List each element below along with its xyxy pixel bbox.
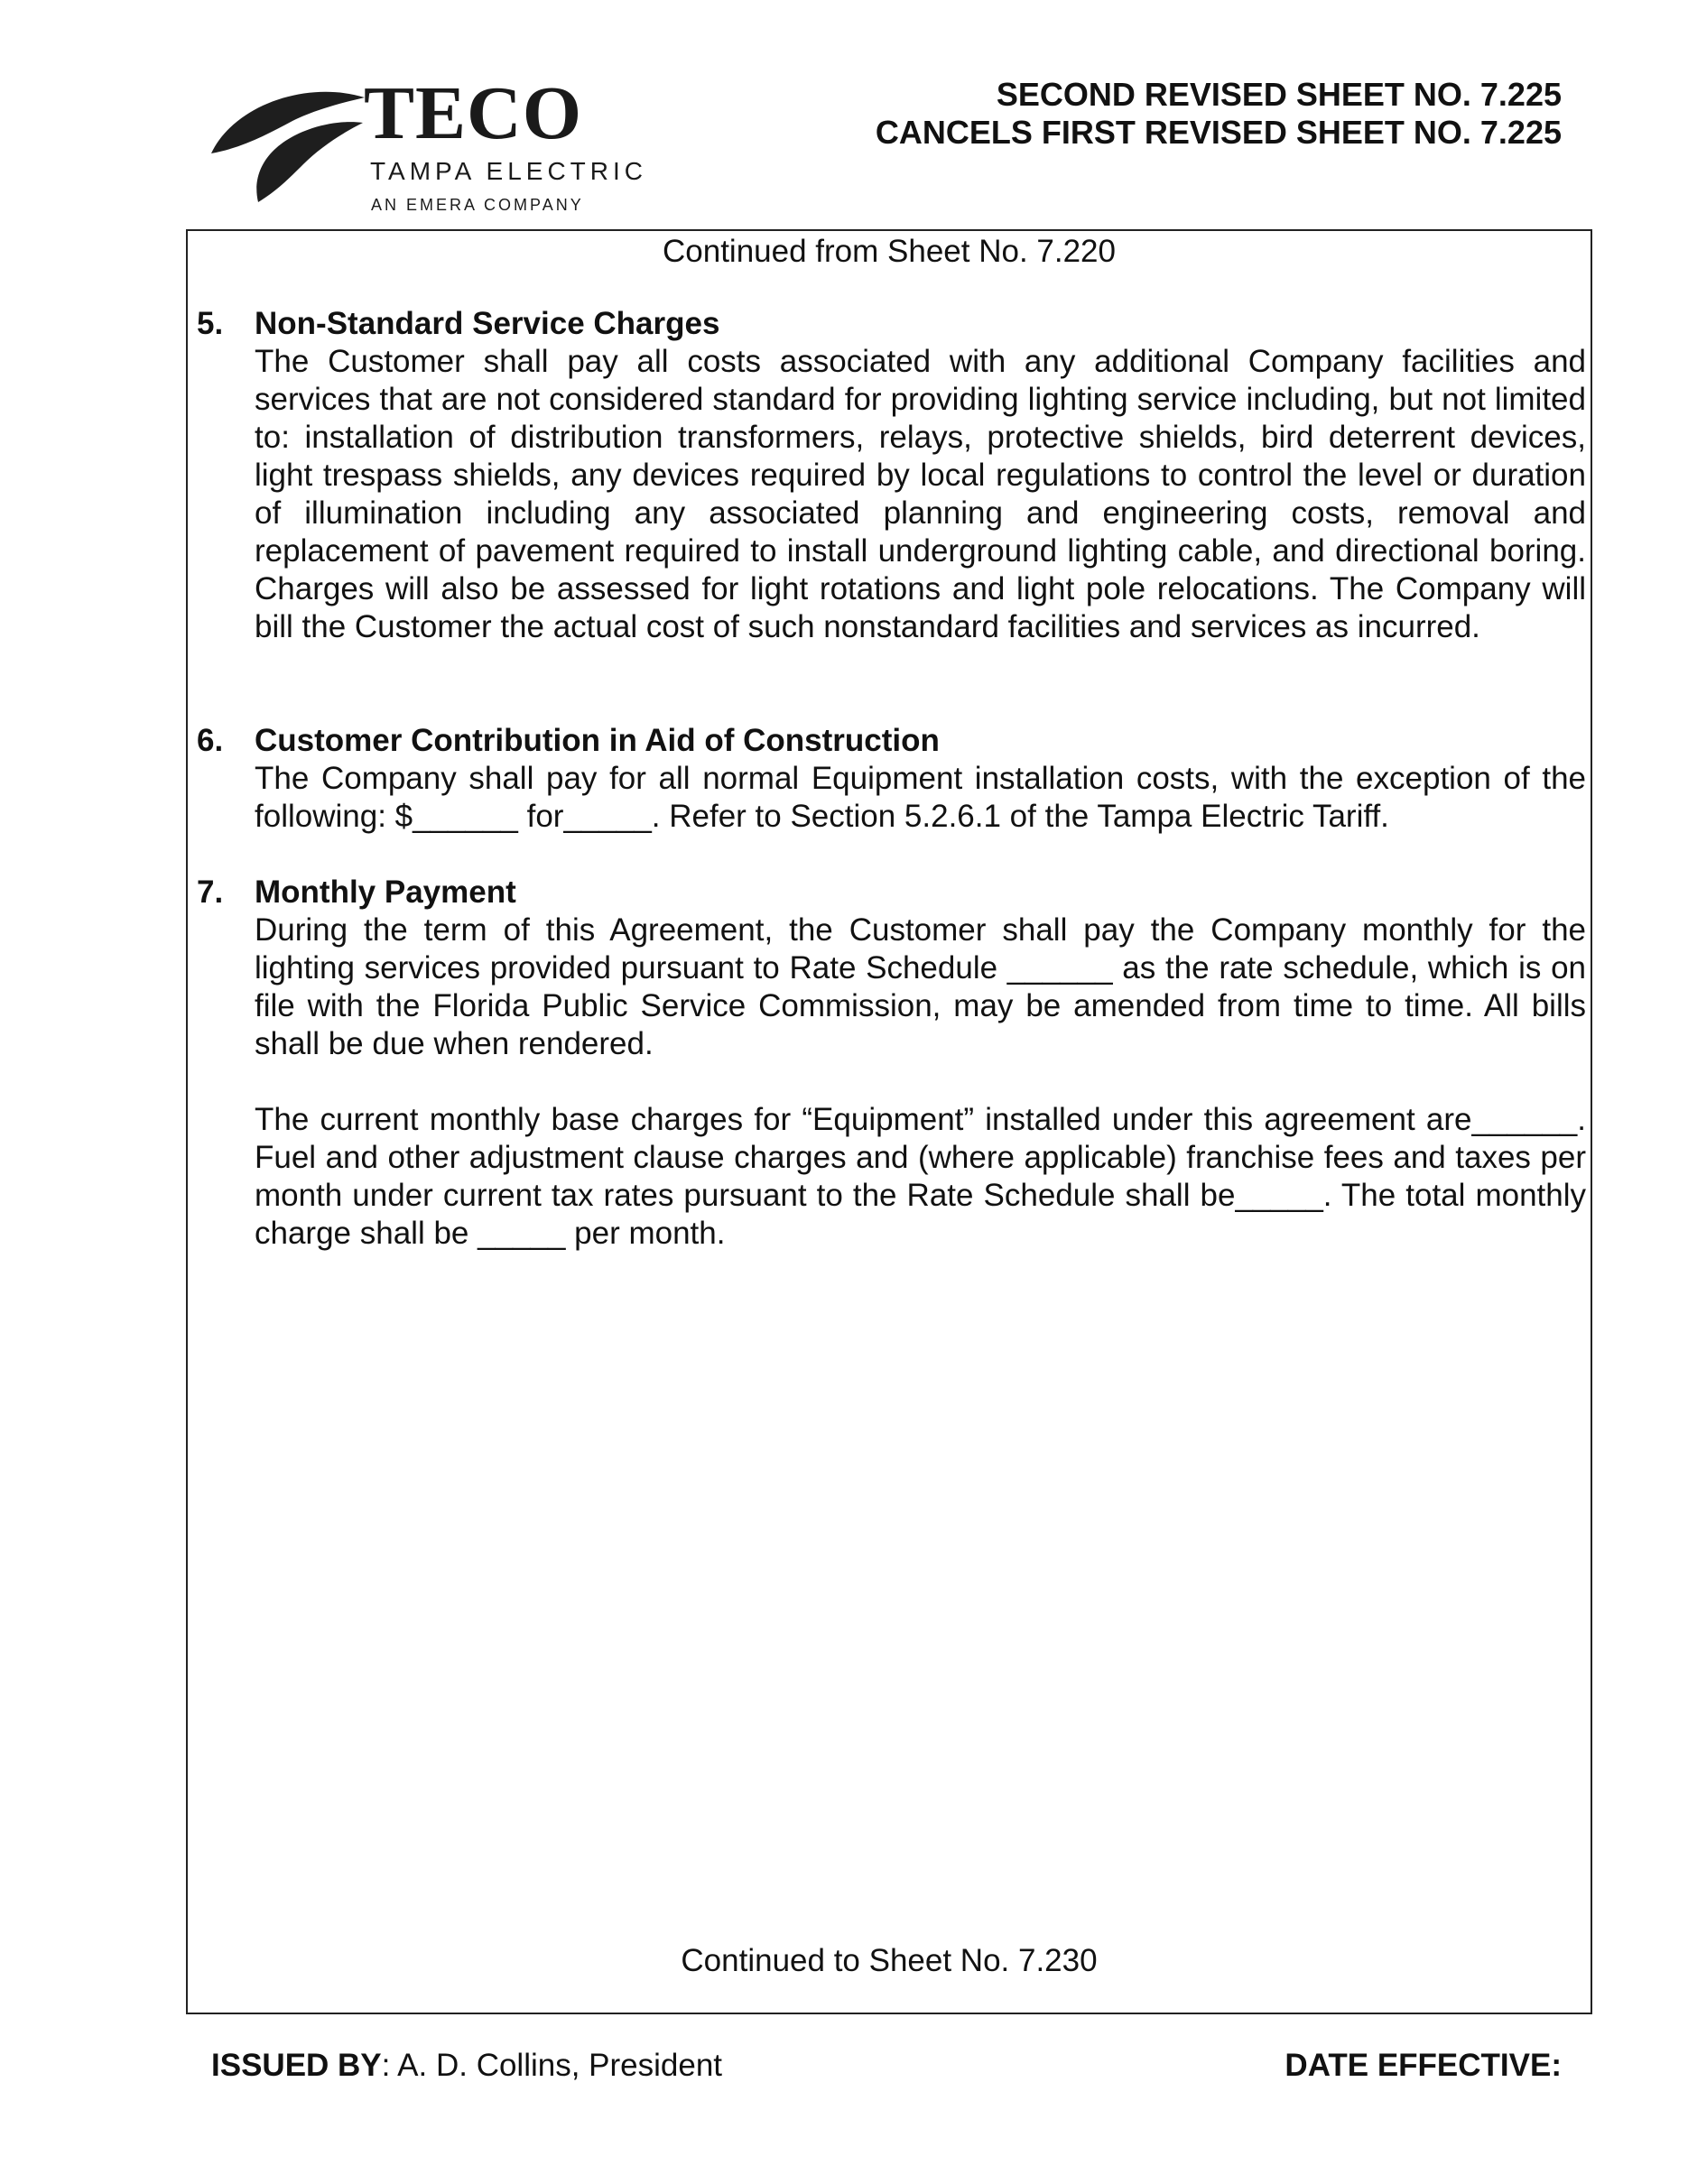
section-title: Monthly Payment xyxy=(255,875,516,910)
logo-subtitle: TAMPA ELECTRIC xyxy=(370,157,648,185)
logo-tagline: AN EMERA COMPANY xyxy=(371,196,584,214)
teco-swoosh-icon xyxy=(206,70,368,206)
section-title: Non-Standard Service Charges xyxy=(255,306,720,341)
continued-to-note: Continued to Sheet No. 7.230 xyxy=(681,1943,1098,1978)
date-effective-label: DATE EFFECTIVE: xyxy=(1285,2048,1562,2083)
logo-wordmark: TECO xyxy=(364,71,583,155)
continued-from-note: Continued from Sheet No. 7.220 xyxy=(663,234,1116,269)
tariff-content-box xyxy=(186,229,1592,2014)
section-paragraph: The current monthly base charges for “Equipment” installed under this agreement are______. Fuel and other adjustment clause charges and (where applicable) franchise fees and taxes per month under current tax rates pursuant to the Rate Schedule shall be_____. The total monthly charge shall be _____ per month. xyxy=(255,1102,1586,1251)
section-6 xyxy=(197,722,1586,836)
issued-by-label: ISSUED BY xyxy=(211,2048,382,2083)
company-logo xyxy=(206,70,693,214)
issued-by xyxy=(211,2047,722,2085)
sheet-header xyxy=(876,76,1562,152)
section-number: 6. xyxy=(197,723,224,758)
section-5 xyxy=(197,305,1586,646)
section-7 xyxy=(197,874,1586,1253)
section-paragraph: The Customer shall pay all costs associated with any additional Company facilities and services that are not considered standard for providing lighting service including, but not limited to: installation of distribution transformers, relays, protective shields, bird deterrent devices, light trespass shields, any devices required by local regulations to control the level or duration of illumination including any associated planning and engineering costs, removal and replacement of pavement required to install underground lighting cable, and directional boring. Charges will also be assessed for light rotations and light pole relocations. The Company will bill the Customer the actual cost of such nonstandard facilities and services as incurred. xyxy=(255,344,1586,644)
issued-by-value: : A. D. Collins, President xyxy=(381,2048,723,2083)
section-paragraph: The Company shall pay for all normal Equipment installation costs, with the exception of the following: $______ for_____. Refer to Section 5.2.6.1 of the Tampa Electric Tariff. xyxy=(255,761,1586,834)
section-title: Customer Contribution in Aid of Construction xyxy=(255,723,940,758)
cancels-sheet-number: CANCELS FIRST REVISED SHEET NO. 7.225 xyxy=(875,114,1562,151)
section-number: 5. xyxy=(197,306,224,341)
sheet-number: SECOND REVISED SHEET NO. 7.225 xyxy=(996,76,1562,113)
section-number: 7. xyxy=(197,875,224,910)
section-paragraph: During the term of this Agreement, the Customer shall pay the Company monthly for the lighting services provided pursuant to Rate Schedule ______ as the rate schedule, which is on file with the Florida Public Service Commission, may be amended from time to time. All bills shall be due when rendered. xyxy=(255,912,1586,1061)
